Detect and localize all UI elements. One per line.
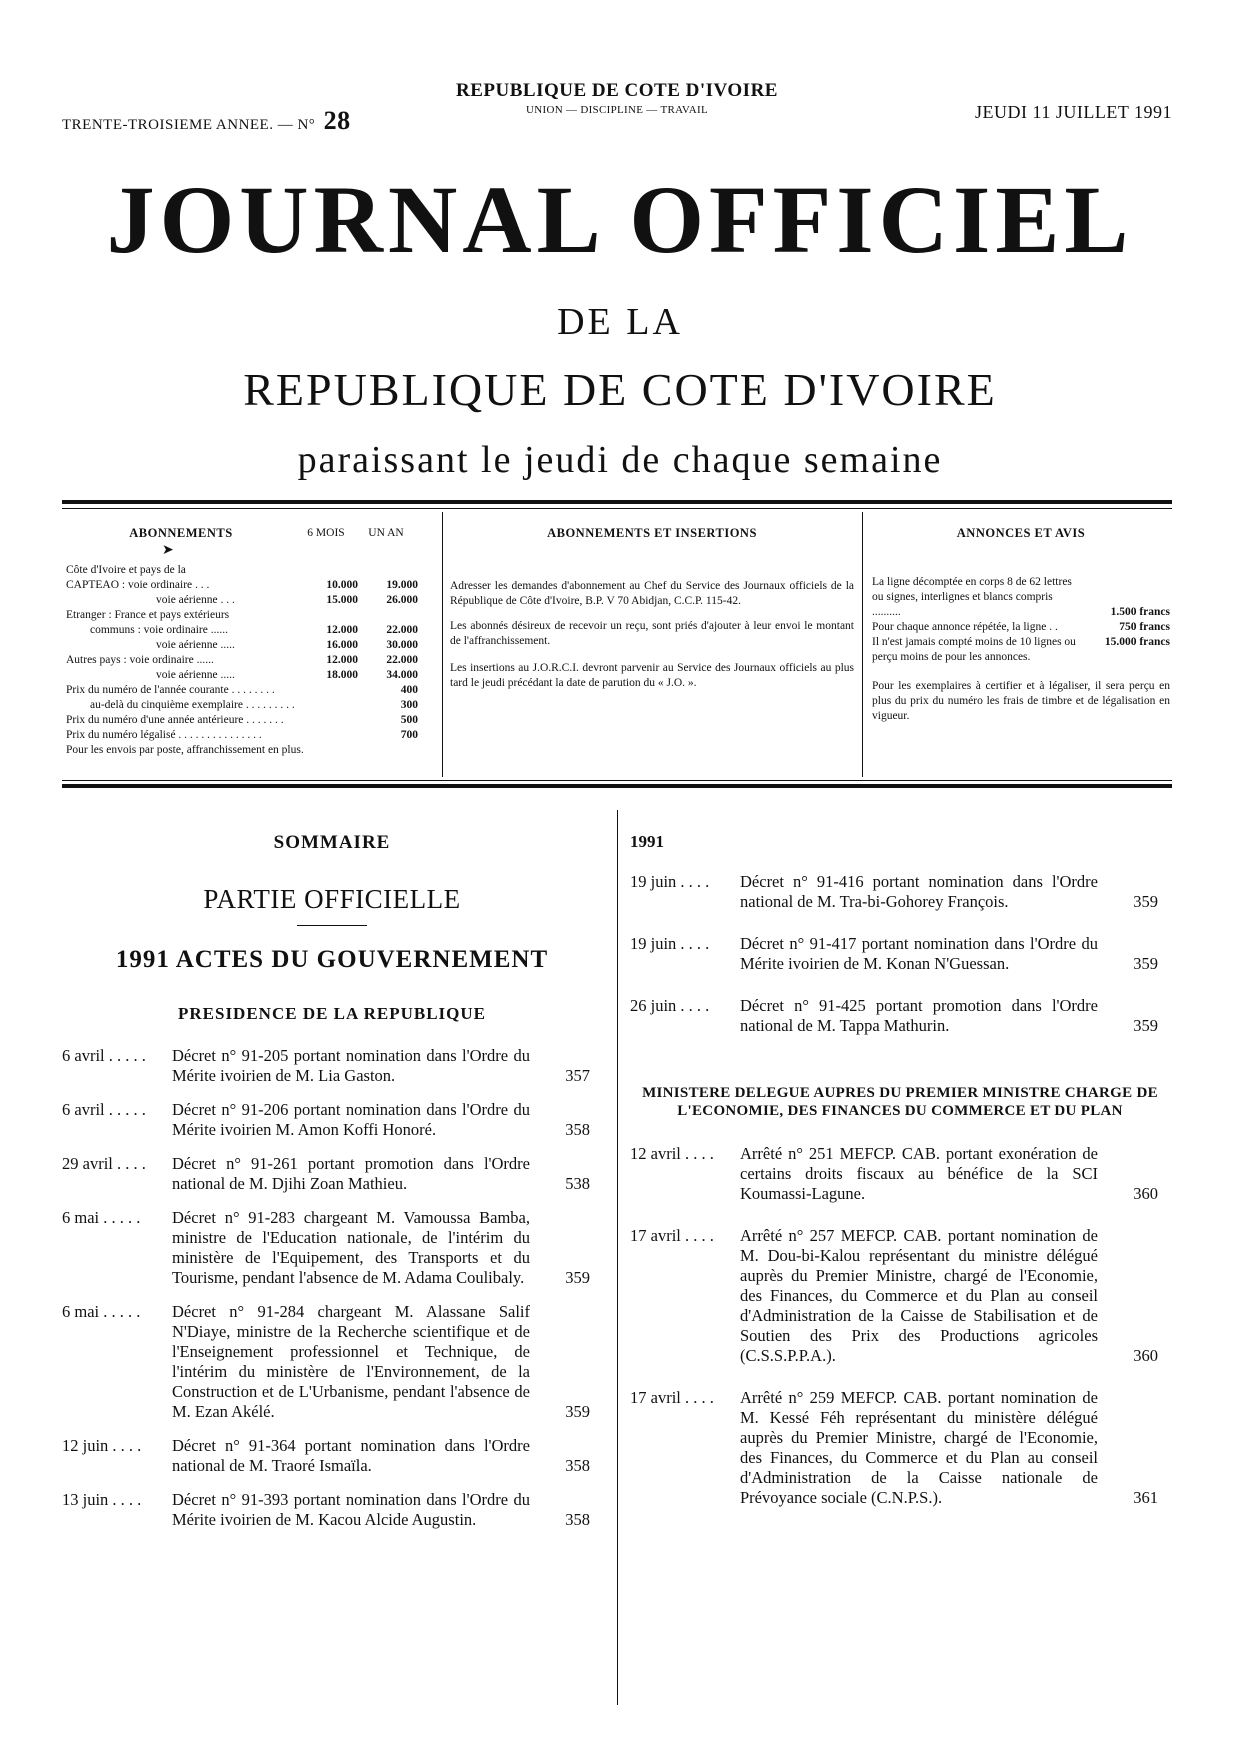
tarif-value: 1.500 francs xyxy=(1110,606,1170,618)
entry-page: 359 xyxy=(565,1268,590,1287)
entry-page: 359 xyxy=(565,1402,590,1421)
rate-row xyxy=(66,608,434,623)
entry-page: 360 xyxy=(1133,1346,1158,1365)
box-separator xyxy=(442,512,443,777)
section-rule xyxy=(297,925,367,926)
national-motto: UNION — DISCIPLINE — TRAVAIL xyxy=(526,104,708,116)
arrow-icon: ➤ xyxy=(162,543,174,558)
rate-6m xyxy=(302,608,358,623)
one-year-heading: UN AN xyxy=(368,527,404,539)
entry-date: 29 avril . . . . xyxy=(62,1154,146,1173)
sommaire-entry xyxy=(62,1302,602,1422)
entry-text: Arrêté n° 257 MEFCP. CAB. portant nomination de M. Dou-bi-Kalou représentant du ministre délégué auprès du Premier Ministre, chargé de l'Economie, des Finances, du Commerce et du Plan au conseil d'Administration de la Caisse de Stabilisation et de Soutien des Prix des Productions agricoles (C.S.S.P.P.A.). xyxy=(740,1226,1098,1365)
price-label: Prix du numéro d'une année antérieure . . . . . . . xyxy=(66,714,284,726)
price-label: au-delà du cinquième exemplaire . . . . . . . . . xyxy=(90,699,295,711)
sommaire-entry xyxy=(630,872,1170,912)
sommaire-entry xyxy=(630,1388,1170,1508)
entry-text: Décret n° 91-425 portant promotion dans l'Ordre national de M. Tappa Mathurin. xyxy=(740,996,1098,1035)
entry-page: 538 xyxy=(565,1174,590,1193)
sommaire-entry xyxy=(630,934,1170,974)
box-separator xyxy=(862,512,863,777)
tarif-label: La ligne décomptée en corps 8 de 62 lettres ou signes, interlignes et blancs compris .......... xyxy=(872,576,1072,618)
rate-1y: 26.000 xyxy=(386,594,418,606)
annonce-tarif xyxy=(872,635,1170,665)
rate-label: CAPTEAO : voie ordinaire . . . xyxy=(66,579,210,591)
issue-date: JEUDI 11 JUILLET 1991 xyxy=(975,102,1172,122)
entry-page: 358 xyxy=(565,1510,590,1529)
issue-info xyxy=(62,106,351,136)
box-bottom-thin-rule xyxy=(62,780,1172,781)
entry-page: 359 xyxy=(1133,892,1158,911)
sommaire-entry xyxy=(630,996,1170,1036)
price-row xyxy=(66,728,434,743)
rate-row xyxy=(66,593,434,608)
rate-label: Autres pays : voie ordinaire ...... xyxy=(66,654,214,666)
rate-row xyxy=(66,563,434,578)
insertions-receipt: Les abonnés désireux de recevoir un reçu, sont priés d'ajouter à leur envoi le montant de l'affranchissement. xyxy=(450,620,854,647)
entry-text: Décret n° 91-417 portant nomination dans l'Ordre du Mérite ivoirien de M. Konan N'Guessan. xyxy=(740,934,1098,973)
rate-1y: 30.000 xyxy=(386,639,418,651)
rate-1y xyxy=(358,563,418,578)
title-de-la: DE LA xyxy=(557,301,683,343)
entry-text: Décret n° 91-284 chargeant M. Alassane Salif N'Diaye, ministre de la Recherche scientifique et de l'Enseignement professionnel et Technique, de l'intérim du ministère de l'Environnement, de la Construction et de L'Urbanisme, pendant l'absence de M. Ezan Akélé. xyxy=(172,1302,530,1421)
rate-label: Côte d'Ivoire et pays de la xyxy=(66,564,186,576)
sommaire-right-column xyxy=(630,832,1170,1530)
year-heading: 1991 xyxy=(630,832,664,851)
box-top-thin-rule xyxy=(62,508,1172,509)
rate-label: voie aérienne ..... xyxy=(156,669,235,681)
price-row xyxy=(66,713,434,728)
rate-6m: 15.000 xyxy=(326,594,358,606)
entry-text: Décret n° 91-283 chargeant M. Vamoussa Bamba, ministre de l'Education nationale, de l'intérim du ministère de l'Equipement, des Transports et du Tourisme, pendant l'absence de M. Adama Coulibaly. xyxy=(172,1208,530,1287)
parution-line: paraissant le jeudi de chaque semaine xyxy=(297,439,943,481)
sommaire-left-column xyxy=(62,832,602,1544)
entry-page: 357 xyxy=(565,1066,590,1085)
rate-1y: 22.000 xyxy=(386,624,418,636)
insertions-deadline: Les insertions au J.O.R.C.I. devront parvenir au Service des Journaux officiels au plus tard le jeudi précédant la date de parution du « J.O. ». xyxy=(450,662,854,689)
price-label: Pour les envois par poste, affranchissement en plus. xyxy=(66,744,304,756)
entry-text: Décret n° 91-416 portant nomination dans l'Ordre national de M. Tra-bi-Gohorey François. xyxy=(740,872,1098,911)
legalisation-note: Pour les exemplaires à certifier et à légaliser, il sera perçu en plus du prix du numéro les frais de timbre et de légalisation en vigueur. xyxy=(872,680,1170,722)
rates-header xyxy=(66,526,434,541)
subscription-box xyxy=(62,512,1172,777)
sommaire-title: SOMMAIRE xyxy=(273,832,391,853)
sommaire-entry xyxy=(62,1208,602,1288)
subscription-rates xyxy=(66,512,434,777)
rate-6m: 18.000 xyxy=(326,669,358,681)
entry-page: 358 xyxy=(565,1456,590,1475)
tarif-value: 750 francs xyxy=(1119,621,1170,633)
sommaire-entry xyxy=(62,1100,602,1140)
entry-text: Décret n° 91-206 portant nomination dans l'Ordre du Mérite ivoirien M. Amon Koffi Honoré. xyxy=(172,1100,530,1139)
annonces-column xyxy=(872,512,1170,777)
annonces-heading: ANNONCES ET AVIS xyxy=(956,526,1086,540)
partie-officielle-heading: PARTIE OFFICIELLE xyxy=(203,884,461,914)
annonce-tarif xyxy=(872,575,1170,620)
insertions-heading: ABONNEMENTS ET INSERTIONS xyxy=(547,526,757,540)
entry-date: 17 avril . . . . xyxy=(630,1388,714,1407)
sommaire-entry xyxy=(62,1154,602,1194)
entry-text: Décret n° 91-364 portant nomination dans l'Ordre national de M. Traoré Ismaïla. xyxy=(172,1436,530,1475)
sommaire-entry xyxy=(62,1046,602,1086)
presidence-heading: PRESIDENCE DE LA REPUBLIQUE xyxy=(177,1004,487,1023)
rate-1y xyxy=(358,608,418,623)
six-months-heading: 6 MOIS xyxy=(307,527,345,539)
entry-page: 360 xyxy=(1133,1184,1158,1203)
issue-label: TRENTE-TROISIEME ANNEE. — N° xyxy=(62,117,316,133)
rate-1y: 22.000 xyxy=(386,654,418,666)
entry-date: 17 avril . . . . xyxy=(630,1226,714,1245)
price-value: 300 xyxy=(400,699,418,711)
entry-date: 26 juin . . . . xyxy=(630,996,710,1015)
rate-label: voie aérienne . . . xyxy=(156,594,235,606)
insertions-column xyxy=(450,512,854,777)
price-row xyxy=(66,698,434,713)
rate-row xyxy=(66,578,434,593)
rate-row xyxy=(66,653,434,668)
rate-row xyxy=(66,668,434,683)
price-value: 500 xyxy=(400,714,418,726)
tarif-label: Il n'est jamais compté moins de 10 lignes ou perçu moins de pour les annonces. xyxy=(872,636,1076,663)
entry-date: 6 avril . . . . . xyxy=(62,1100,146,1119)
rate-6m: 10.000 xyxy=(326,579,358,591)
price-row xyxy=(66,683,434,698)
rate-6m: 12.000 xyxy=(326,624,358,636)
entry-page: 361 xyxy=(1133,1488,1158,1507)
entry-text: Décret n° 91-205 portant nomination dans l'Ordre du Mérite ivoirien de M. Lia Gaston. xyxy=(172,1046,530,1085)
column-divider xyxy=(617,810,618,1705)
sommaire-entry xyxy=(62,1436,602,1476)
entry-date: 12 avril . . . . xyxy=(630,1144,714,1163)
rates-list xyxy=(66,563,434,758)
tarif-label: Pour chaque annonce répétée, la ligne . . xyxy=(872,621,1058,633)
issue-number: 28 xyxy=(323,106,351,135)
price-label: Prix du numéro de l'année courante . . . . . . . . xyxy=(66,684,275,696)
tarif-value: 15.000 francs xyxy=(1104,636,1170,648)
rate-6m: 12.000 xyxy=(326,654,358,666)
rate-label: voie aérienne ..... xyxy=(156,639,235,651)
price-label: Prix du numéro légalisé . . . . . . . . . . . . . . . xyxy=(66,729,262,741)
sommaire-entry xyxy=(630,1144,1170,1204)
annonce-tarif xyxy=(872,620,1170,635)
rate-label: communs : voie ordinaire ...... xyxy=(90,624,228,636)
rate-1y: 19.000 xyxy=(386,579,418,591)
republic-block xyxy=(452,80,782,116)
entry-date: 19 juin . . . . xyxy=(630,872,710,891)
entry-page: 358 xyxy=(565,1120,590,1139)
entry-page: 359 xyxy=(1133,954,1158,973)
masthead-top-line xyxy=(62,80,1172,135)
sommaire-entry xyxy=(62,1490,602,1530)
journal-title: JOURNAL OFFICIEL xyxy=(106,166,1134,273)
rates-heading: ABONNEMENTS xyxy=(129,526,233,540)
entry-date: 6 avril . . . . . xyxy=(62,1046,146,1065)
entry-date: 19 juin . . . . xyxy=(630,934,710,953)
sommaire-entry xyxy=(630,1226,1170,1366)
entry-date: 6 mai . . . . . xyxy=(62,1208,141,1227)
rate-row xyxy=(66,623,434,638)
republic-header: REPUBLIQUE DE COTE D'IVOIRE xyxy=(456,80,778,101)
entry-date: 6 mai . . . . . xyxy=(62,1302,141,1321)
entry-date: 13 juin . . . . xyxy=(62,1490,142,1509)
rate-1y: 34.000 xyxy=(386,669,418,681)
price-value: 700 xyxy=(400,729,418,741)
insertions-address: Adresser les demandes d'abonnement au Chef du Service des Journaux officiels de la République de Côte d'Ivoire, B.P. V 70 Abidjan, C.C.P. 115-42. xyxy=(450,580,854,607)
entry-text: Arrêté n° 259 MEFCP. CAB. portant nomination de M. Kessé Féh représentant du ministère délégué auprès du Premier Ministre, chargé de l'Economie, des Finances, du Commerce et du Plan au conseil d'Administration de la Caisse nationale de Prévoyance sociale (C.N.P.S.). xyxy=(740,1388,1098,1507)
price-row xyxy=(66,743,434,758)
entry-text: Arrêté n° 251 MEFCP. CAB. portant exonération de certains droits fiscaux au bénéfice de la SCI Koumassi-Lagune. xyxy=(740,1144,1098,1203)
rate-label: Etranger : France et pays extérieurs xyxy=(66,609,230,621)
entry-text: Décret n° 91-261 portant promotion dans l'Ordre national de M. Djihi Zoan Mathieu. xyxy=(172,1154,530,1193)
entry-date: 12 juin . . . . xyxy=(62,1436,142,1455)
entry-page: 359 xyxy=(1133,1016,1158,1035)
rate-6m: 16.000 xyxy=(326,639,358,651)
entry-text: Décret n° 91-393 portant nomination dans l'Ordre du Mérite ivoirien de M. Kacou Alcide Augustin. xyxy=(172,1490,530,1529)
actes-heading: 1991 ACTES DU GOUVERNEMENT xyxy=(115,946,549,973)
rate-6m xyxy=(302,563,358,578)
box-bottom-rule xyxy=(62,784,1172,788)
republic-title: REPUBLIQUE DE COTE D'IVOIRE xyxy=(243,364,997,415)
price-value: 400 xyxy=(400,684,418,696)
rate-row xyxy=(66,638,434,653)
box-top-rule xyxy=(62,500,1172,504)
ministere-heading: MINISTERE DELEGUE AUPRES DU PREMIER MINISTRE CHARGE DE L'ECONOMIE, DES FINANCES DU COMMERCE ET DU PLAN xyxy=(642,1085,1158,1119)
